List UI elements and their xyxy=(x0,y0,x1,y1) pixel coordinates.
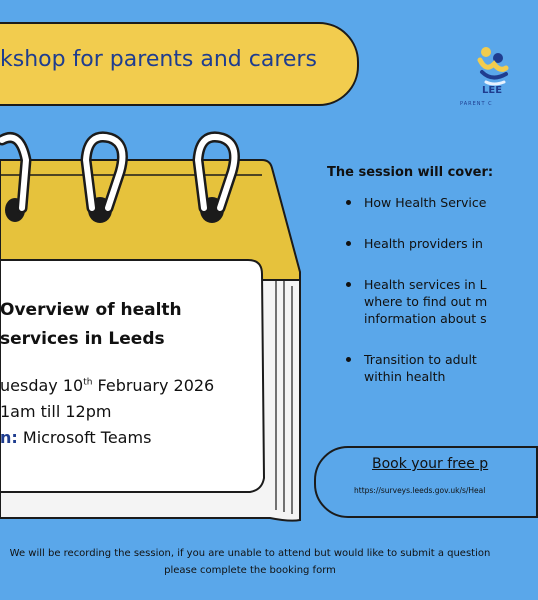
topic-item xyxy=(343,276,487,327)
event-title-line-1: Overview of health xyxy=(0,300,182,320)
booking-url[interactable]: https://surveys.leeds.gov.uk/s/Heal xyxy=(354,486,486,495)
event-location-value: Microsoft Teams xyxy=(17,428,152,447)
event-date xyxy=(0,376,214,395)
footer-note-line-1: We will be recording the session, if you are unable to attend but would like to submit a question xyxy=(9,548,491,559)
topic-line: Transition to adult xyxy=(364,352,477,367)
event-time: 1am till 12pm xyxy=(0,402,112,421)
event-location-label: n: xyxy=(0,428,18,447)
leeds-parent-carers-logo-icon xyxy=(472,32,512,112)
event-title-line-2: services in Leeds xyxy=(0,329,165,349)
event-date-month: February 2026 xyxy=(92,376,215,395)
topic-line: within health xyxy=(364,369,446,384)
logo-subtext: PARENT C xyxy=(460,101,493,107)
book-link[interactable]: Book your free p xyxy=(372,456,489,472)
topic-line: Health services in L xyxy=(364,277,487,292)
event-location xyxy=(0,428,151,447)
logo-text: LEE xyxy=(482,85,503,96)
topic-line: Health providers in xyxy=(364,236,483,251)
topic-line: information about s xyxy=(364,311,487,326)
event-title xyxy=(0,296,182,354)
topic-item xyxy=(343,351,487,385)
topic-line: How Health Service xyxy=(364,195,487,210)
topic-item xyxy=(343,235,487,252)
session-heading: The session will cover: xyxy=(327,165,494,180)
event-date-main: uesday 10 xyxy=(0,376,84,395)
event-date-suffix: th xyxy=(83,377,93,388)
footer-note-line-2: please complete the booking form xyxy=(164,565,336,576)
topic-line: where to find out m xyxy=(364,294,488,309)
session-topics xyxy=(343,194,487,385)
page-title: kshop for parents and carers xyxy=(0,47,317,72)
topic-item xyxy=(343,194,487,211)
